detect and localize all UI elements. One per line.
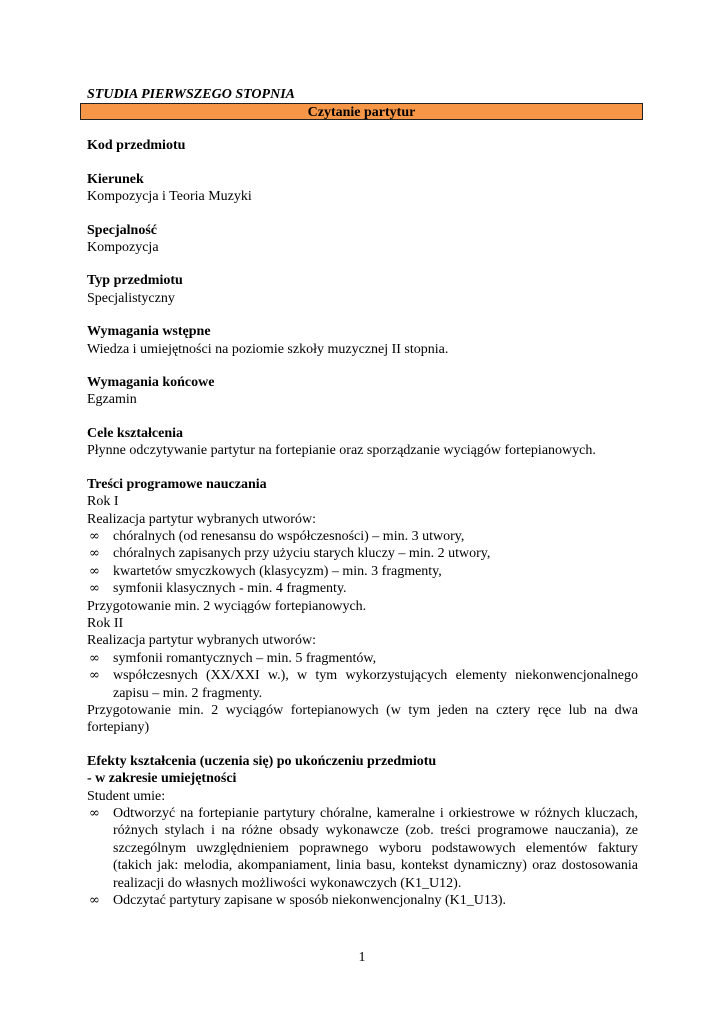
section-specjalnosc xyxy=(87,222,638,257)
section-value: Specjalistyczny xyxy=(87,290,175,306)
rok1-list xyxy=(87,528,638,598)
list-outro: Przygotowanie min. 2 wyciągów fortepianowych (w tym jeden na cztery ręce lub na dwa fortepiany) xyxy=(87,702,638,736)
section-tresci xyxy=(87,476,638,737)
infinity-bullet-icon: ∞ xyxy=(89,806,100,821)
list-item: ∞ symfonii klasycznych - min. 4 fragmenty. xyxy=(89,581,347,597)
infinity-bullet-icon: ∞ xyxy=(89,581,100,597)
list-item: ∞ kwartetów smyczkowych (klasycyzm) – min. 3 fragmenty, xyxy=(89,563,442,579)
section-wymagania-wstepne xyxy=(87,323,638,358)
section-value: Płynne odczytywanie partytur na fortepianie oraz sporządzanie wyciągów fortepianowych. xyxy=(87,443,596,459)
list-item: ∞ współczesnych (XX/XXI w.), w tym wykorzystujących elementy niekonwencjonalnego zapisu – min. 2 fragmenty. xyxy=(89,668,638,701)
section-heading: Efekty kształcenia (uczenia się) po ukończeniu przedmiotu xyxy=(87,753,437,769)
efekty-list xyxy=(87,805,638,909)
list-item: ∞ Odtworzyć na fortepianie partytury chóralne, kameralne i orkiestrowe w różnych kluczach, różnych stylach i na różne obsady wykonawcze (zob. treści programowe nauczania), ze szczególnym uwzględnieniem poprawnego wyboru podstawowych elementów faktury (takich jak: melodia, akompaniament, linia basu, kontekst dynamiczny) oraz dostosowania realizacji do własnych możliwości wykonawczych (K1_U12). xyxy=(89,806,638,891)
page-number: 1 xyxy=(358,950,366,965)
section-cele xyxy=(87,425,638,460)
list-outro: Przygotowanie min. 2 wyciągów fortepianowych. xyxy=(87,598,367,614)
year-label: Rok II xyxy=(87,615,124,631)
section-subheading: - w zakresie umiejętności xyxy=(87,771,237,787)
section-heading: Kod przedmiotu xyxy=(87,138,186,154)
list-item: ∞ Odczytać partytury zapisane w sposób niekonwencjonalny (K1_U13). xyxy=(89,893,507,909)
course-title-bar: Czytanie partytur xyxy=(80,103,643,120)
infinity-bullet-icon: ∞ xyxy=(89,668,100,684)
list-item: ∞ chóralnych (od renesansu do współczesności) – min. 3 utwory, xyxy=(89,528,465,544)
section-kierunek xyxy=(87,171,638,206)
section-heading: Treści programowe nauczania xyxy=(87,476,267,492)
rok2-list xyxy=(87,650,638,702)
list-item: ∞ chóralnych zapisanych przy użyciu starych kluczy – min. 2 utwory, xyxy=(89,546,491,562)
section-efekty xyxy=(87,753,638,910)
study-level-heading: STUDIA PIERWSZEGO STOPNIA xyxy=(87,87,295,102)
infinity-bullet-icon: ∞ xyxy=(89,893,100,909)
section-heading: Cele kształcenia xyxy=(87,425,184,441)
section-wymagania-koncowe xyxy=(87,374,638,409)
document-page xyxy=(87,86,638,909)
infinity-bullet-icon: ∞ xyxy=(89,563,100,579)
section-heading: Kierunek xyxy=(87,171,144,187)
list-intro: Realizacja partytur wybranych utworów: xyxy=(87,511,316,527)
infinity-bullet-icon: ∞ xyxy=(89,528,100,544)
list-intro: Realizacja partytur wybranych utworów: xyxy=(87,633,316,649)
section-heading: Specjalność xyxy=(87,222,157,238)
section-kod xyxy=(87,137,638,154)
section-typ xyxy=(87,272,638,307)
year-label: Rok I xyxy=(87,494,119,510)
section-value: Egzamin xyxy=(87,392,137,408)
list-item: ∞ symfonii romantycznych – min. 5 fragmentów, xyxy=(89,650,377,666)
list-intro: Student umie: xyxy=(87,788,166,804)
section-heading: Typ przedmiotu xyxy=(87,273,183,289)
section-value: Wiedza i umiejętności na poziomie szkoły muzycznej II stopnia. xyxy=(87,341,449,357)
section-heading: Wymagania końcowe xyxy=(87,375,215,391)
section-value: Kompozycja i Teoria Muzyki xyxy=(87,189,252,205)
section-heading: Wymagania wstępne xyxy=(87,324,211,340)
section-value: Kompozycja xyxy=(87,240,159,256)
infinity-bullet-icon: ∞ xyxy=(89,650,100,666)
infinity-bullet-icon: ∞ xyxy=(89,546,100,562)
